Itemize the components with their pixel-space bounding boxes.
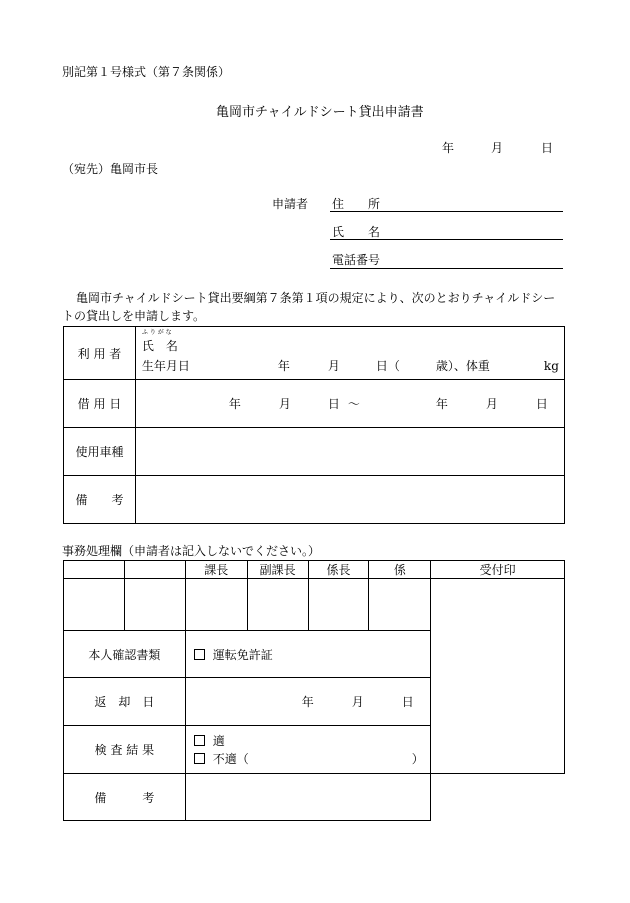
date-year: 年	[442, 141, 455, 155]
id-docs-label-cell	[64, 631, 186, 678]
hdr-blank-2	[124, 561, 185, 579]
date-day: 日	[541, 141, 554, 155]
return-label-cell	[64, 678, 186, 726]
unit-chief-label: 係長	[326, 563, 351, 577]
loan-to-day: 日	[535, 397, 548, 411]
loan-from-day: 日	[327, 397, 340, 411]
return-month: 月	[351, 695, 364, 709]
applicant-label: 申請者	[272, 197, 309, 211]
loan-to-month: 月	[485, 397, 498, 411]
form-number: 別記第１号様式（第７条関係）	[62, 65, 231, 79]
inspection-cell[interactable]	[185, 726, 430, 774]
form-title: 亀岡市チャイルドシート貸出申請書	[216, 105, 424, 120]
inspection-ok-checkbox[interactable]	[194, 735, 205, 746]
name-line[interactable]	[330, 239, 563, 240]
vehicle-label-cell	[64, 428, 136, 476]
section-chief-label: 課長	[204, 563, 229, 577]
hdr-section-chief	[185, 561, 247, 579]
birth-label: 生年月日	[141, 359, 190, 373]
birth-day: 日（	[375, 359, 400, 373]
name-label: 氏 名	[332, 225, 381, 239]
office-remarks-label-cell	[64, 774, 186, 821]
return-date-cell[interactable]	[185, 678, 430, 726]
remarks-cell[interactable]	[135, 476, 564, 524]
staff-label: 係	[393, 563, 406, 577]
loan-from-year: 年	[228, 397, 241, 411]
loan-tilde: ～	[347, 397, 360, 411]
hdr-blank-1	[64, 561, 125, 579]
phone-line[interactable]	[330, 268, 563, 269]
hdr-receipt-stamp	[431, 561, 565, 579]
address-line[interactable]	[330, 211, 563, 212]
hdr-deputy-chief	[247, 561, 308, 579]
id-docs-label: 本人確認書類	[88, 647, 161, 662]
loan-cell[interactable]	[135, 380, 564, 428]
office-caption: 事務処理欄（申請者は記入しないでください。）	[62, 544, 321, 558]
loan-to-year: 年	[435, 397, 448, 411]
office-table	[63, 560, 565, 821]
inspection-ng-row	[194, 753, 249, 765]
receipt-stamp-cell[interactable]	[431, 579, 565, 774]
phone-label: 電話番号	[332, 253, 381, 267]
user-cell[interactable]	[135, 327, 564, 380]
birth-year: 年	[277, 359, 290, 373]
office-remarks-cell[interactable]	[185, 774, 430, 821]
remarks-label: 備 考	[75, 493, 124, 507]
inspection-label: 検 査 結 果	[94, 743, 155, 757]
addressee: （宛先）亀岡市長	[62, 162, 159, 176]
return-label: 返 却 日	[94, 695, 155, 709]
seal-cell-staff[interactable]	[369, 579, 431, 631]
vehicle-label: 使用車種	[75, 445, 124, 459]
user-label: 利 用 者	[77, 346, 122, 361]
loan-label: 借 用 日	[77, 397, 122, 411]
seal-cell-unit-chief[interactable]	[308, 579, 369, 631]
loan-from-month: 月	[278, 397, 291, 411]
below-stamp-blank	[431, 774, 565, 821]
statement-line2: トの貸出しを申請します。	[62, 309, 206, 323]
weight-unit: kg	[543, 359, 559, 373]
return-day: 日	[401, 695, 414, 709]
inspection-ok-row	[194, 735, 225, 747]
inspection-close-paren: ）	[411, 752, 424, 766]
date-month: 月	[491, 141, 504, 155]
statement-line1: 亀岡市チャイルドシート貸出要綱第７条第１項の規定により、次のとおりチャイルドシー	[76, 291, 556, 305]
license-checkbox[interactable]	[194, 649, 205, 660]
license-option: 運転免許証	[212, 647, 273, 662]
hdr-staff	[369, 561, 431, 579]
inspection-label-cell	[64, 726, 186, 774]
main-table	[63, 326, 565, 524]
vehicle-cell[interactable]	[135, 428, 564, 476]
birth-month: 月	[327, 359, 340, 373]
seal-cell-1[interactable]	[64, 579, 125, 631]
seal-cell-deputy-chief[interactable]	[247, 579, 308, 631]
address-label: 住 所	[332, 197, 381, 211]
inspection-ng-checkbox[interactable]	[194, 753, 205, 764]
furigana-label: ふ り が な	[141, 329, 172, 336]
age-suffix: 歳）、体重	[435, 359, 490, 373]
hdr-unit-chief	[308, 561, 369, 579]
remarks-label-cell	[64, 476, 136, 524]
inspection-ok-label: 適	[212, 734, 225, 748]
inspection-ng-label: 不適（	[212, 752, 249, 766]
seal-cell-2[interactable]	[124, 579, 185, 631]
seal-cell-section-chief[interactable]	[185, 579, 247, 631]
loan-label-cell	[64, 380, 136, 428]
office-remarks-label: 備 考	[94, 790, 155, 805]
return-year: 年	[301, 695, 314, 709]
user-label-cell	[64, 327, 136, 380]
receipt-stamp-label: 受付印	[479, 563, 516, 577]
deputy-chief-label: 副課長	[259, 563, 296, 577]
id-docs-cell[interactable]	[185, 631, 430, 678]
user-name-label: 氏 名	[141, 339, 178, 353]
